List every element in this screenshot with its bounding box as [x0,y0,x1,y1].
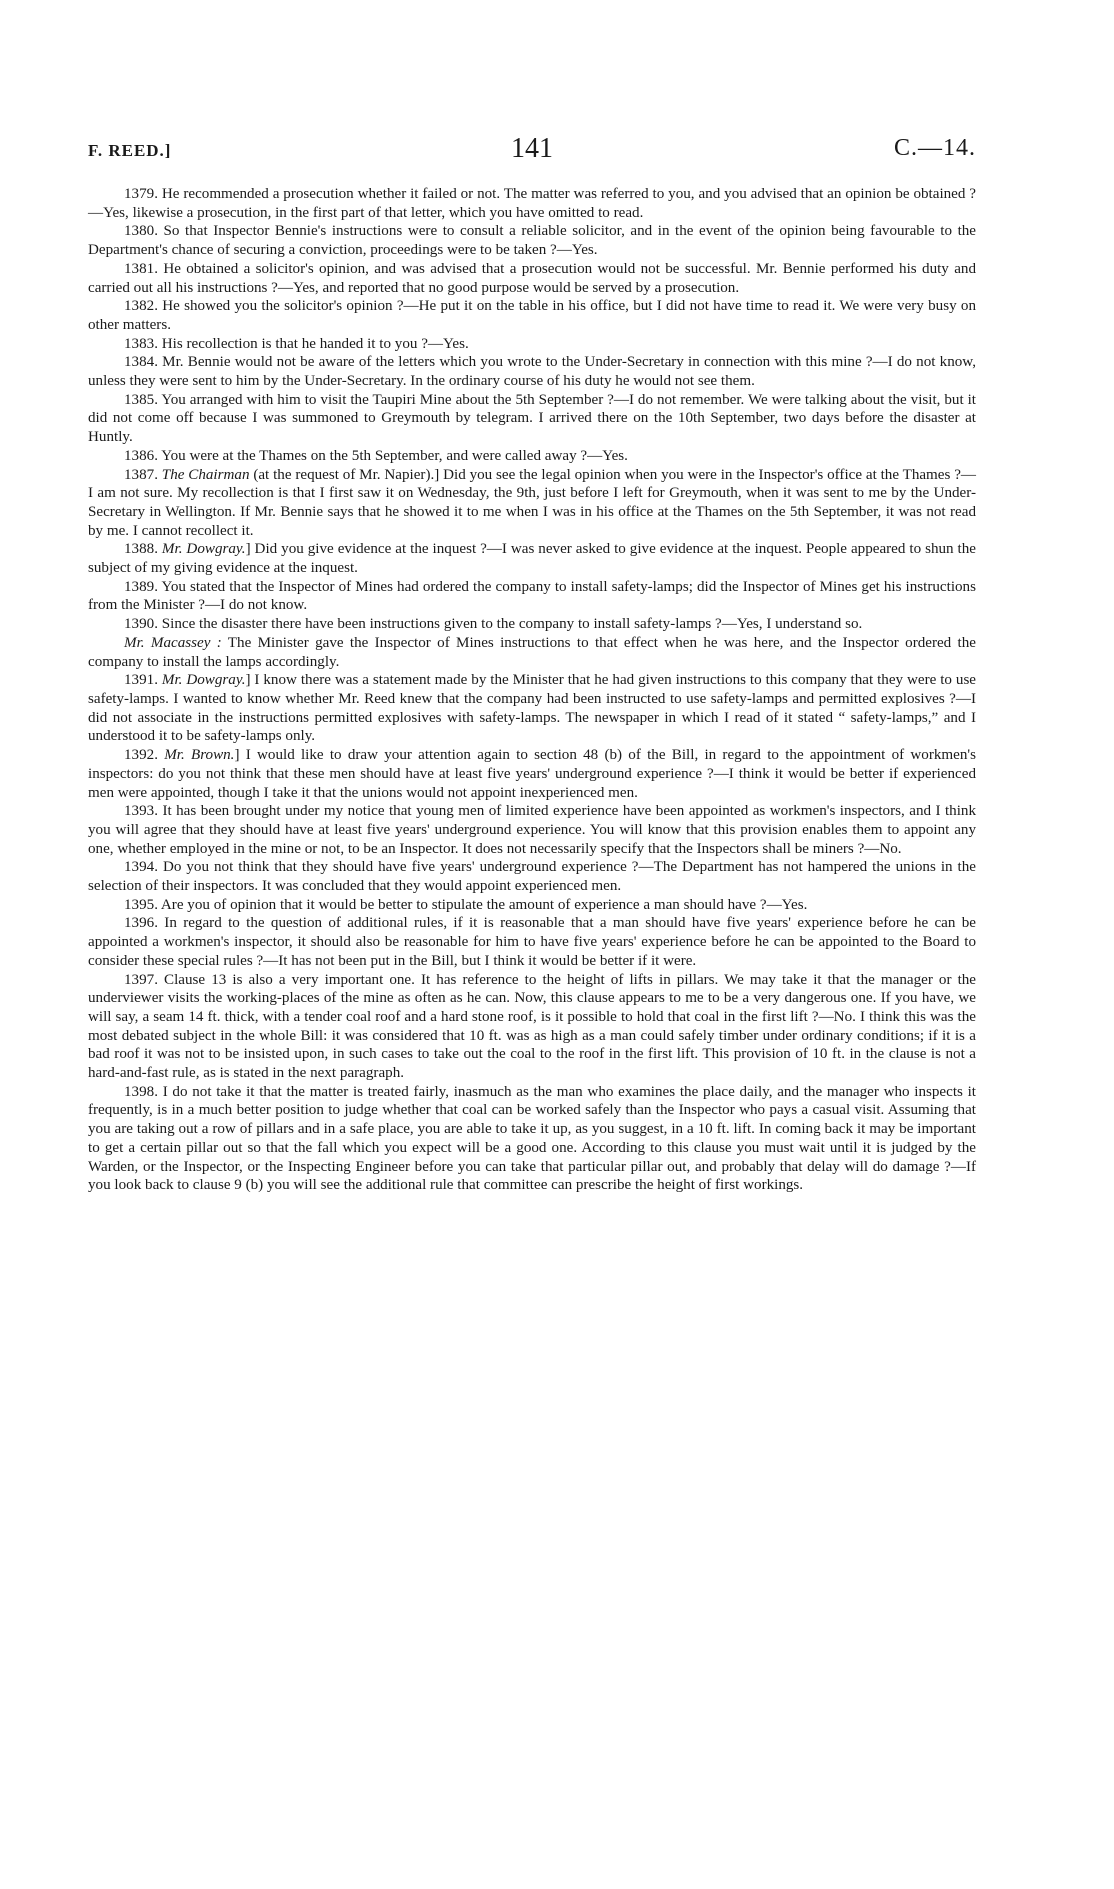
question-paragraph [88,466,976,541]
question-paragraph [88,447,976,466]
question-paragraph [88,353,976,390]
question-number: 1384. [124,354,163,371]
question-paragraph [88,615,976,634]
paragraph-text: So that Inspector Bennie's instructions were to consult a reliable solicitor, and in the event of the opinion being favourable to the Department's chance of securing a conviction, proceedings were to be taken ?—Yes. [88,223,977,259]
speaker-name: Mr. Dowgray. [161,672,246,689]
question-paragraph [88,578,976,615]
question-number: 1397. [124,971,165,988]
paragraph-text: His recollection is that he handed it to you ?—Yes. [161,335,469,352]
question-number: 1382. [124,298,163,315]
question-paragraph [88,671,976,746]
paragraph-text: Mr. Bennie would not be aware of the letters which you wrote to the Under-Secretary in connection with this mine ?—I do not know, unless they were sent to him by the Under-Secretary. In the ordinary course of his duty he would not see them. [88,354,977,390]
question-number: 1379. [124,186,162,202]
question-number: 1388. [124,541,162,558]
question-paragraph [88,185,976,222]
question-number: 1386. [124,447,162,464]
question-paragraph [88,634,976,671]
paragraph-text: Do you not think that they should have five years' underground experience ?—The Department has not hampered the unions in the selection of their inspectors. It was concluded that they would appoint experienced men. [88,859,976,895]
question-paragraph [88,914,976,970]
question-number: 1385. [124,391,162,408]
question-paragraph [88,222,976,259]
question-number: 1387. [124,466,162,483]
question-paragraph [88,260,976,297]
paragraph-text: Since the disaster there have been instructions given to the company to install safety-lamps ?—Yes, I understand so. [161,616,863,633]
evidence-text [88,185,976,1195]
paragraph-text: In regard to the question of additional rules, if it is reasonable that a man should have five years' experience before he can be appointed a workmen's inspector, it should also be reasonable for him to have five years' experience before he can be appointed to the Board to consider these special rules ?—It has not been put in the Bill, but I think it would be better if it were. [88,915,976,969]
paragraph-text: You were at the Thames on the 5th September, and were called away ?—Yes. [161,447,628,464]
paragraph-text: ] I know there was a statement made by the Minister that he had given instructions to this company that they were to use safety-lamps. I wanted to know whether Mr. Reed knew that the company had been instructed to use safety-lamps and permitted explosives ?—I did not associate in the instructions permitted explosives with safety-lamps. The newspaper in which I read of it stated “ safety-lamps,” and I understood it to be safety-lamps only. [88,672,977,745]
paragraph-text: (at the request of Mr. Napier).] Did you see the legal opinion when you were in the Inspector's office at the Thames ?—I am not sure. My recollection is that I first saw it on Wednesday, the 9th, just before I left for Greymouth, when it was sent to me by the Under-Secretary in Wellington. If Mr. Bennie says that he showed it to me when I was in his office at the Thames on the 5th September, it was not read by me. I cannot recollect it. [88,466,976,539]
question-number: 1383. [124,335,162,352]
question-paragraph [88,1083,976,1195]
speaker-name: The Chairman [161,466,250,483]
question-paragraph [88,858,976,895]
question-paragraph [88,335,976,354]
page-header [88,133,976,173]
question-paragraph [88,297,976,334]
paragraph-text: ] I would like to draw your attention again to section 48 (b) of the Bill, in regard to the appointment of workmen's inspectors: do you not think that these men should have at least five years' underground experience ?—I think it would be better if experienced men were appointed, though I take it that the unions would not appoint inexperienced men. [88,747,976,801]
question-number: 1391. [124,672,162,689]
speaker-name: Mr. Macassey : [124,634,222,651]
question-number: 1398. [124,1083,163,1100]
question-paragraph [88,971,976,1083]
document-reference: C.—14. [893,135,976,161]
paragraph-text: Clause 13 is also a very important one. It has reference to the height of lifts in pillars. We may take it that the manager or the underviewer visits the working-places of the mine as often as he can. Now, this clause appears to me to be a very dangerous one. If you have, we will say, a seam 14 ft. thick, with a tender coal roof and a hard stone roof, is it possible to hold that coal in the first lift ?—No. I think this was the most debated subject in the whole Bill: it was considered that 10 ft. was as high as a man could safely timber under ordinary conditions; if it is a bad roof it was not to be insisted upon, in such cases to take out the coal to the roof in the first lift. This provision of 10 ft. in the clause is not a hard-and-fast rule, as is stated in the next paragraph. [88,971,977,1082]
question-number: 1395. [124,896,161,913]
question-number: 1393. [124,803,163,820]
speaker-name: Mr. Brown. [164,747,235,764]
question-paragraph [88,802,976,858]
paragraph-text: He obtained a solicitor's opinion, and was advised that a prosecution would not be successful. Mr. Bennie performed his duty and carried out all his instructions ?—Yes, and reported that no good purpose would be served by a prosecution. [88,260,976,296]
question-number: 1381. [124,260,164,277]
question-number: 1392. [124,747,165,764]
paragraph-text: He recommended a prosecution whether it failed or not. The matter was referred to you, and you advised that an opinion be obtained ?—Yes, likewise a prosecution, in the first part of that letter, which you have omitted to read. [88,186,977,221]
paragraph-text: The Minister gave the Inspector of Mines instructions to that effect when he was here, and the Inspector ordered the company to install the lamps accordingly. [88,634,977,670]
paragraph-text: Are you of opinion that it would be better to stipulate the amount of experience a man should have ?—Yes. [160,896,808,913]
paragraph-text: It has been brought under my notice that young men of limited experience have been appointed as workmen's inspectors, and I think you will agree that they should have at least five years' underground experience. You will know that this provision enables them to appoint any one, whether employed in the mine or not, to be an Inspector. It does not necessarily specify that the Inspectors shall be miners ?—No. [88,803,977,857]
question-number: 1390. [124,616,162,633]
paragraph-text: You arranged with him to visit the Taupiri Mine about the 5th September ?—I do not remember. We were talking about the visit, but it did not come off because I was summoned to Greymouth by telegram. I arrived there on the 10th September, two days before the disaster at Huntly. [88,391,976,446]
question-number: 1389. [124,578,162,595]
question-paragraph [88,896,976,915]
speaker-name: Mr. Dowgray. [161,541,246,558]
question-paragraph [88,746,976,802]
paragraph-text: You stated that the Inspector of Mines had ordered the company to install safety-lamps; did the Inspector of Mines get his instructions from the Minister ?—I do not know. [88,578,976,614]
question-number: 1380. [124,223,164,240]
paragraph-text: I do not take it that the matter is treated fairly, inasmuch as the man who examines the place daily, and the manager who inspects it frequently, is in a much better position to judge whether that coal can be worked safely than the Inspector who pays a casual visit. Assuming that you are taking out a row of pillars and in a safe place, you are able to take it up, as you suggest, in a 10 ft. lift. In coming back it may be important to get a certain pillar out so that the fall which you expect will be a good one. According to this clause you must wait until it is judged by the Warden, or the Inspector, or the Inspecting Engineer before you can take that particular pillar out, and probably that delay will do damage ?—If you look back to clause 9 (b) you will see the additional rule that committee can prescribe the height of first workings. [88,1083,977,1194]
header-witness: F. REED.] [88,141,172,160]
question-number: 1396. [124,915,165,932]
question-number: 1394. [124,859,163,876]
paragraph-text: He showed you the solicitor's opinion ?—He put it on the table in his office, but I did not have time to read it. We were very busy on other matters. [88,298,976,333]
question-paragraph [88,540,976,577]
paragraph-text: ] Did you give evidence at the inquest ?—I was never asked to give evidence at the inquest. People appeared to shun the subject of my giving evidence at the inquest. [88,541,977,577]
question-paragraph [88,391,976,447]
page-number: 141 [511,133,553,164]
